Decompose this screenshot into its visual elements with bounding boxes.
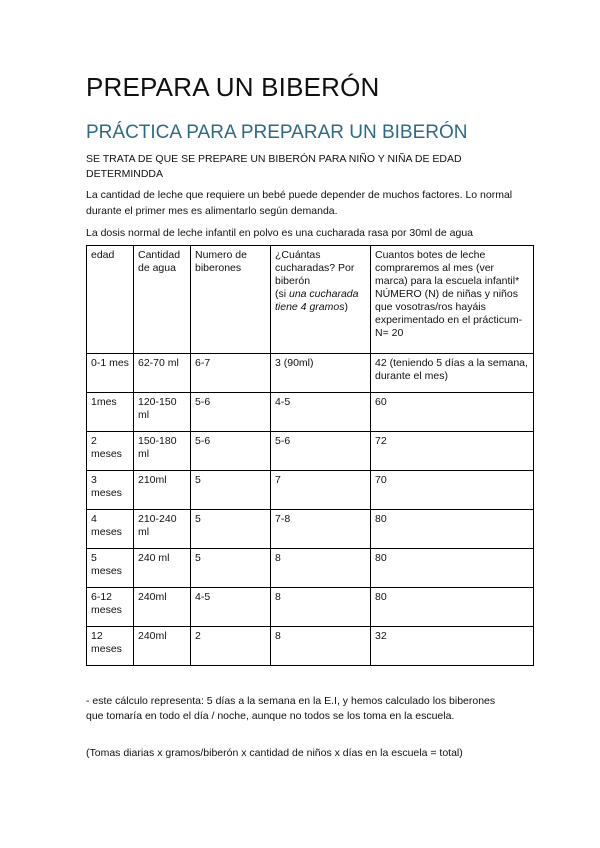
cell-botes: 42 (teniendo 5 días a la semana, durante el mes) <box>371 354 534 393</box>
cell-numero: 4-5 <box>191 588 271 627</box>
header-cantidad: Cantidad de agua <box>134 246 191 354</box>
header-cucharadas-italic: una cucharada tiene 4 gramos <box>275 288 359 313</box>
table-row <box>87 393 534 432</box>
section-subtitle: PRÁCTICA PARA PREPARAR UN BIBERÓN <box>86 122 468 143</box>
cell-botes: 80 <box>371 549 534 588</box>
header-cucharadas <box>271 246 371 354</box>
cell-numero: 5-6 <box>191 393 271 432</box>
header-botes-main: Cuantos botes de leche compraremos al mes (ver marca) para la escuela infantil* NÚMERO (N) de niñas y niños que vosotras/ros hayáis experimentado en el prácticum- <box>375 249 523 326</box>
cell-edad: 0-1 mes <box>87 354 134 393</box>
header-cucharadas-main: ¿Cuántas cucharadas? Por biberón <box>275 249 355 287</box>
cell-edad: 12 meses <box>87 627 134 666</box>
cell-cantidad: 240 ml <box>134 549 191 588</box>
cell-cantidad: 150-180 ml <box>134 432 191 471</box>
header-edad: edad <box>87 246 134 354</box>
header-cucharadas-close: ) <box>344 301 348 313</box>
header-cucharadas-open: (si <box>275 288 289 300</box>
intro-text: SE TRATA DE QUE SE PREPARE UN BIBERÓN PARA NIÑO Y NIÑA DE EDAD DETERMINDDA <box>86 153 462 180</box>
cell-cantidad: 240ml <box>134 588 191 627</box>
cell-numero: 5 <box>191 549 271 588</box>
cell-numero: 6-7 <box>191 354 271 393</box>
cell-cucharadas: 4-5 <box>271 393 371 432</box>
cell-cucharadas: 8 <box>271 588 371 627</box>
cell-edad: 2 meses <box>87 432 134 471</box>
cell-cantidad: 210ml <box>134 471 191 510</box>
cell-numero: 2 <box>191 627 271 666</box>
cell-cucharadas: 3 (90ml) <box>271 354 371 393</box>
cell-edad: 4 meses <box>87 510 134 549</box>
cell-edad: 1mes <box>87 393 134 432</box>
cell-cantidad: 210-240 ml <box>134 510 191 549</box>
table-body <box>87 354 534 666</box>
table-row <box>87 510 534 549</box>
table-header-row <box>87 246 534 354</box>
paragraph-dosage: La dosis normal de leche infantil en polvo es una cucharada rasa por 30ml de agua <box>86 227 473 239</box>
cell-edad: 6-12 meses <box>87 588 134 627</box>
header-botes-n: N= 20 <box>375 327 404 339</box>
cell-edad: 5 meses <box>87 549 134 588</box>
table-row <box>87 588 534 627</box>
formula-note: (Tomas diarias x gramos/biberón x cantidad de niños x días en la escuela = total) <box>86 747 463 759</box>
cell-botes: 32 <box>371 627 534 666</box>
cell-numero: 5-6 <box>191 432 271 471</box>
table-row <box>87 432 534 471</box>
cell-edad: 3 meses <box>87 471 134 510</box>
page-title: PREPARA UN BIBERÓN <box>86 72 380 102</box>
cell-cucharadas: 7-8 <box>271 510 371 549</box>
cell-numero: 5 <box>191 471 271 510</box>
cell-botes: 72 <box>371 432 534 471</box>
cell-cucharadas: 5-6 <box>271 432 371 471</box>
table-row <box>87 549 534 588</box>
header-botes <box>371 246 534 354</box>
cell-botes: 80 <box>371 588 534 627</box>
table-row <box>87 354 534 393</box>
cell-botes: 70 <box>371 471 534 510</box>
cell-cucharadas: 7 <box>271 471 371 510</box>
cell-cucharadas: 8 <box>271 549 371 588</box>
cell-botes: 60 <box>371 393 534 432</box>
cell-botes: 80 <box>371 510 534 549</box>
cell-cucharadas: 8 <box>271 627 371 666</box>
table-row <box>87 471 534 510</box>
cell-numero: 5 <box>191 510 271 549</box>
table-row <box>87 627 534 666</box>
calculation-note: - este cálculo representa: 5 días a la semana en la E.I, y hemos calculado los biberones que tomaría en todo el día / noche, aunque no todos se los toma en la escuela. <box>86 695 496 722</box>
cell-cantidad: 62-70 ml <box>134 354 191 393</box>
cell-cantidad: 240ml <box>134 627 191 666</box>
bottle-table <box>86 245 534 666</box>
header-numero: Numero de biberones <box>191 246 271 354</box>
paragraph-quantity: La cantidad de leche que requiere un bebé puede depender de muchos factores. Lo normal durante el primer mes es alimentarlo según demanda. <box>86 189 513 217</box>
cell-cantidad: 120-150 ml <box>134 393 191 432</box>
